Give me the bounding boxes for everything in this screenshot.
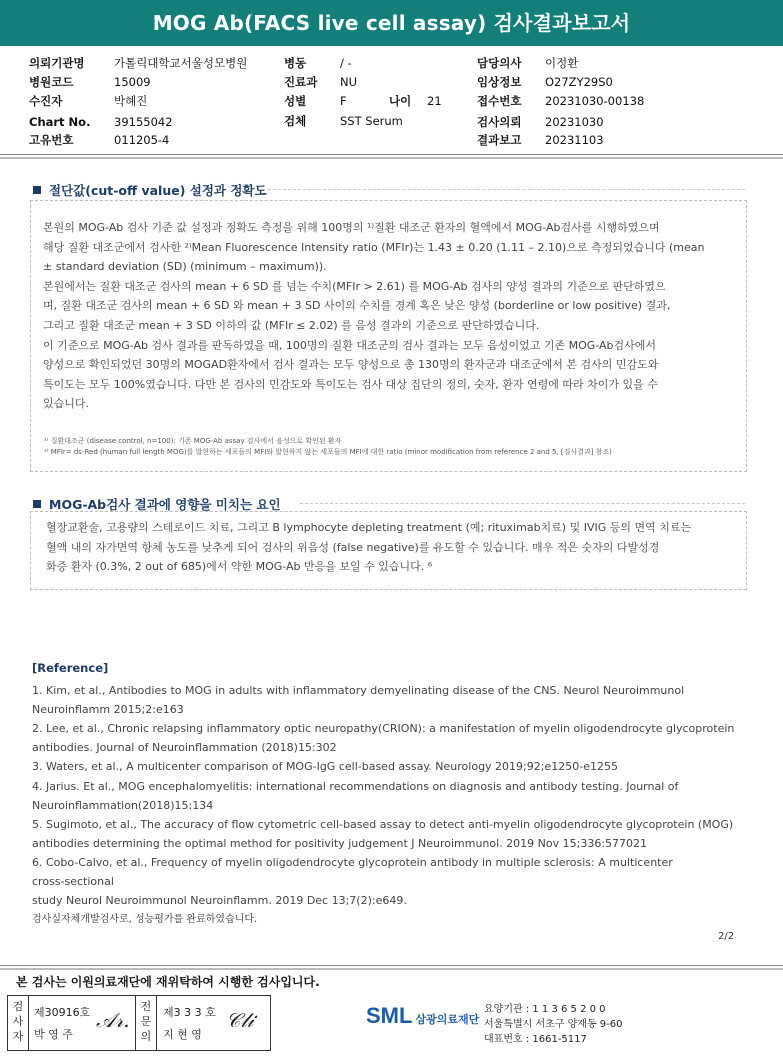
reference-title: [Reference] [32,661,109,675]
reference-line: Neuroinflamm 2015;2:e163 [32,703,184,717]
info-row: 병동 [284,56,307,70]
section-rule [300,503,745,504]
footnote: ¹⁾ 질환대조군 (disease control, n=100): 기존 MOG-Ab assay 검사에서 음성으로 확인된 환자 [44,437,342,445]
institution-code: 요양기관 : 1 1 3 6 5 2 0 0 [484,1004,606,1015]
info-row: 고유번호 [29,133,74,147]
info-row: 결과보고 [477,133,522,147]
reviewer-label-cell [135,996,157,1050]
reference-line: 3. Waters, et al., A multicenter comparison of MOG-IgG cell-based assay. Neurology 2019;92;e1250-e1255 [32,760,618,774]
footnote: ²⁾ MFIr= ds-Red (human full length MOG)를 발현하는 세포들의 MFI와 발현하지 않는 세포들의 MFI에 대한 ratio (minor modification from reference 2 and 5, [검사결과] 참조) [44,448,612,456]
section-title: MOG-Ab검사 결과에 영향을 미치는 요인 [33,495,281,513]
reviewer-label: 전 문 의 [140,1000,152,1043]
reviewer-license: 제3 3 3 호 [163,1006,216,1019]
info-row: Chart No. [29,115,91,129]
info-value: O27ZY29S0 [545,75,613,89]
info-row: 병원코드 [29,75,74,89]
info-value: SST Serum [340,114,403,128]
info-value: 20231103 [545,133,604,147]
paragraph-line: 있습니다. [43,397,90,411]
section-title: 절단값(cut-off value) 설정과 정확도 [33,181,267,199]
info-value: F [340,94,347,108]
reference-line: Neuroinflammation(2018)15:134 [32,798,214,812]
reference-line: 2. Lee, et al., Chronic relapsing inflammatory optic neuropathy(CRION): a manifestation of myelin oligodendrocyte glycoprotein [32,722,735,736]
reference-line: 6. Cobo-Calvo, et al., Frequency of myelin oligodendrocyte glycoprotein antibody in multiple sclerosis: A multicenter [32,855,673,869]
company-logo [366,1003,479,1029]
outsourcing-notice: 본 검사는 이원의료재단에 재위탁하여 시행한 검사입니다. [16,975,320,989]
info-row: 진료과 [284,75,318,89]
paragraph-line: 그리고 질환 대조군 mean + 3 SD 이하의 값 (MFIr ≤ 2.02) 를 음성 결과의 기준으로 판단하였습니다. [43,319,540,332]
info-value: / - [340,56,352,70]
footer-divider [0,968,783,970]
reference-line: antibodies determining the optimal method for positivity judgement J Neuroimmunol. 2019 Nov 15;336:577021 [32,836,648,850]
report-title: MOG Ab(FACS live cell assay) 검사결과보고서 [0,0,783,46]
info-row: 성별 [284,94,307,108]
info-value: NU [340,75,358,89]
info-value: 20231030 [545,115,604,129]
reviewer-signature: 𝒞𝓁𝒾 [226,1008,254,1032]
paragraph-line: 며, 질환 대조군 검사의 mean + 6 SD 와 mean + 3 SD 사이의 수치를 경계 혹은 낮은 양성 (borderline or low positive) 결과, [43,299,671,313]
header-divider [0,157,783,159]
paragraph-line: 화증 환자 (0.3%, 2 out of 685)에서 약한 MOG-Ab 반응을 보일 수 있습니다. ⁶ [46,560,433,574]
info-value: 39155042 [114,115,173,129]
info-row: 검체 [284,114,307,128]
reviewer-name: 지 현 영 [163,1028,202,1041]
info-value: 21 [427,94,442,108]
reference-line: cross-sectional [32,875,114,888]
paragraph-line: 혈액 내의 자가면역 항체 농도를 낮추게 되어 검사의 위음성 (false negative)를 유도할 수 있습니다. 매우 적은 숫자의 다발성경 [46,540,660,554]
paragraph-line: 해당 질환 대조군에서 검사한 ²⁾Mean Fluorescence Intensity ratio (MFIr)는 1.43 ± 0.20 (1.11 – 2.10)으로 측정되었습니다 (mean [43,240,705,254]
footer-divider [0,965,783,966]
info-value: 20231030-00138 [545,94,645,108]
inspector-signature: 𝒜𝓇. [96,1008,130,1032]
paragraph-line: 혈장교환술, 고용량의 스테로이드 치료, 그리고 B lymphocyte depleting treatment (예; rituximab치료) 및 IVIG 등의 면역 치료는 [46,521,692,534]
reference-line: antibodies. Journal of Neuroinflammation (2018)15:302 [32,741,337,755]
logo-name: 삼광의료재단 [415,1013,480,1026]
info-row: 임상정보 [477,75,522,89]
info-row: 검사의뢰 [477,115,522,129]
reference-line: 4. Jarius. Et al., MOG encephalomyelitis: international recommendations on diagnosis and antibody testing. Journal of [32,779,679,793]
signature-box [7,995,271,1051]
phone: 대표번호 : 1661-5117 [484,1034,587,1045]
inspector-label-cell [8,996,29,1050]
info-row: 접수번호 [477,94,522,108]
info-row: 나이 [389,94,412,108]
inspector-license: 제30916호 [34,1006,91,1019]
reference-line: study Neurol Neuroimmunol Neuroinflamm. 2019 Dec 13;7(2):e649. [32,894,407,908]
validation-note: 검사실자체개발검사로, 성능평가를 완료하였습니다. [32,914,258,925]
info-value: 011205-4 [114,133,170,147]
header-divider [0,154,783,155]
info-row: 수진자 [29,94,63,108]
info-row: 의뢰기관명 [29,56,85,70]
reference-line: 5. Sugimoto, et al., The accuracy of flow cytometric cell-based assay to detect anti-myelin oligodendrocyte glycoprotein (MOG) [32,817,734,831]
info-row: 담당의사 [477,56,522,70]
square-bullet-icon [33,186,41,194]
square-bullet-icon [33,500,41,508]
reference-line: 1. Kim, et al., Antibodies to MOG in adults with inflammatory demyelinating disease of the CNS. Neurol Neuroimmunol [32,684,685,697]
paragraph-line: 본원에서는 질환 대조군 검사의 mean + 6 SD 를 넘는 수치(MFIr > 2.61) 를 MOG-Ab 검사의 양성 결과의 기준으로 판단하였으 [43,279,666,293]
info-value: 가톨릭대학교서울성모병원 [114,56,248,70]
paragraph-line: 이 기준으로 MOG-Ab 검사 결과를 판독하였을 때, 100명의 질환 대조군의 검사 결과는 모두 음성이었고 기존 MOG-Ab검사에서 [43,338,657,352]
address: 서울특별시 서초구 양재동 9-60 [484,1019,623,1030]
inspector-label: 검 사 자 [12,1000,24,1043]
paragraph-line: 본원의 MOG-Ab 검사 기준 값 설정과 정확도 측정을 위해 100명의 ¹⁾질환 대조군 환자의 혈액에서 MOG-Ab검사를 시행하였으며 [43,221,660,234]
info-value: 15009 [114,75,151,89]
paragraph-line: ± standard deviation (SD) (minimum – maximum)). [43,260,327,274]
paragraph-line: 양성으로 확인되었던 30명의 MOGAD환자에서 검사 결과는 모두 양성으로 총 130명의 환자군과 대조군에서 본 검사의 민감도와 [43,358,659,372]
info-value: 박혜진 [114,94,148,108]
logo-mark: SML [366,1003,413,1028]
info-value: 이정환 [545,56,579,70]
page-number: 2/2 [718,931,735,942]
inspector-name: 박 영 주 [34,1028,73,1041]
section-rule [268,189,745,190]
paragraph-line: 특이도는 모두 100%였습니다. 다만 본 검사의 민감도와 특이도는 검사 대상 집단의 정의, 숫자, 환자 연령에 따라 차이가 있을 수 [43,377,658,391]
